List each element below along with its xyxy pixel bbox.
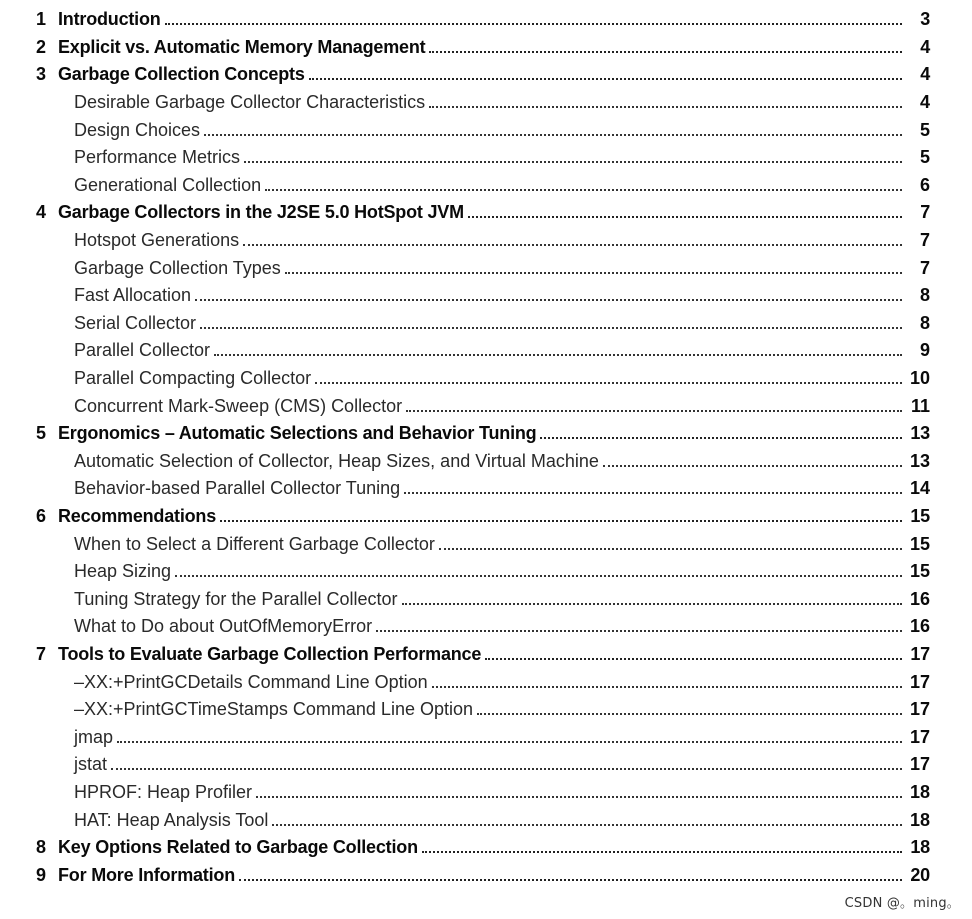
toc-entry-number: 1 [36, 9, 46, 30]
dot-leader [111, 767, 902, 770]
toc-entry-title: Serial Collector [74, 312, 197, 333]
toc-section-entry[interactable] [0, 448, 972, 476]
dot-leader [272, 823, 902, 826]
toc-entry-page-number: 17 [909, 726, 930, 747]
toc-chapter-entry[interactable] [0, 6, 972, 34]
toc-section-entry[interactable] [0, 310, 972, 338]
dot-leader [204, 133, 902, 136]
toc-entry-title: HPROF: Heap Profiler [74, 781, 253, 802]
toc-section-entry[interactable] [0, 365, 972, 393]
dot-leader [477, 712, 902, 715]
toc-entry-page-number: 6 [919, 174, 930, 195]
toc-entry-title: Garbage Collectors in the J2SE 5.0 HotSpot JVM [58, 202, 464, 223]
toc-section-entry[interactable] [0, 751, 972, 779]
dot-leader [432, 685, 902, 688]
toc-section-entry[interactable] [0, 723, 972, 751]
toc-entry-page-number: 17 [909, 754, 930, 775]
dot-leader [404, 491, 902, 494]
toc-section-entry[interactable] [0, 172, 972, 200]
toc-entry-page-number: 17 [909, 699, 930, 720]
toc-chapter-entry[interactable] [0, 61, 972, 89]
toc-section-entry[interactable] [0, 779, 972, 807]
toc-section-entry[interactable] [0, 392, 972, 420]
dot-leader [406, 409, 902, 412]
toc-entry-title: When to Select a Different Garbage Collector [74, 533, 435, 554]
toc-entry-number: 3 [36, 64, 46, 85]
toc-section-entry[interactable] [0, 806, 972, 834]
toc-entry-page-number: 4 [920, 64, 930, 85]
toc-entry-title: Design Choices [74, 119, 201, 140]
toc-entry-title: jmap [74, 726, 114, 747]
toc-chapter-entry[interactable] [0, 641, 972, 669]
toc-entry-title: Performance Metrics [74, 147, 241, 168]
dot-leader [220, 519, 902, 522]
toc-section-entry[interactable] [0, 530, 972, 558]
toc-section-entry[interactable] [0, 254, 972, 282]
toc-entry-number: 2 [36, 36, 46, 57]
dot-leader [285, 271, 902, 274]
dot-leader [244, 160, 902, 163]
dot-leader [603, 464, 902, 467]
toc-entry-title: Generational Collection [74, 174, 262, 195]
dot-leader [402, 602, 902, 605]
toc-entry-page-number: 9 [919, 340, 930, 361]
toc-entry-page-number: 18 [909, 781, 930, 802]
dot-leader [429, 105, 902, 108]
dot-leader [243, 243, 902, 246]
toc-entry-title: Heap Sizing [74, 561, 172, 582]
toc-entry-title: What to Do about OutOfMemoryError [74, 616, 373, 637]
dot-leader [165, 22, 902, 25]
toc-entry-page-number: 18 [909, 809, 930, 830]
toc-entry-title: Automatic Selection of Collector, Heap Sizes, and Virtual Machine [74, 450, 599, 471]
toc-section-entry[interactable] [0, 475, 972, 503]
dot-leader [195, 298, 902, 301]
toc-entry-page-number: 4 [920, 36, 930, 57]
toc-entry-title: Tools to Evaluate Garbage Collection Performance [58, 643, 482, 664]
toc-entry-page-number: 15 [910, 505, 930, 526]
dot-leader [214, 353, 902, 356]
toc-entry-number: 5 [36, 423, 46, 444]
toc-entry-title: Recommendations [58, 505, 217, 526]
toc-entry-title: Hotspot Generations [74, 230, 240, 251]
dot-leader [315, 381, 902, 384]
toc-entry-page-number: 5 [919, 147, 930, 168]
toc-entry-title: Parallel Compacting Collector [74, 368, 312, 389]
toc-entry-number: 8 [36, 837, 46, 858]
toc-entry-page-number: 20 [910, 864, 930, 885]
toc-entry-title: –XX:+PrintGCTimeStamps Command Line Option [74, 699, 473, 720]
toc-entry-page-number: 8 [919, 285, 930, 306]
toc-section-entry[interactable] [0, 144, 972, 172]
watermark: CSDN @。ming。 [844, 896, 960, 911]
toc-entry-page-number: 15 [909, 561, 930, 582]
toc-entry-title: Fast Allocation [74, 285, 192, 306]
toc-entry-title: Tuning Strategy for the Parallel Collector [74, 588, 398, 609]
toc-chapter-entry[interactable] [0, 199, 972, 227]
toc-entry-title: For More Information [58, 864, 235, 885]
toc-entry-title: Explicit vs. Automatic Memory Management [58, 36, 426, 57]
toc-entry-title: Key Options Related to Garbage Collection [58, 837, 418, 858]
toc-chapter-entry[interactable] [0, 834, 972, 862]
toc-entry-number: 6 [36, 505, 46, 526]
toc-entry-page-number: 15 [909, 533, 930, 554]
dot-leader [485, 657, 902, 660]
dot-leader [439, 547, 902, 550]
toc-chapter-entry[interactable] [0, 34, 972, 62]
toc-entry-number: 9 [36, 864, 46, 885]
toc-section-entry[interactable] [0, 696, 972, 724]
dot-leader [239, 878, 902, 881]
dot-leader [256, 795, 902, 798]
toc-chapter-entry[interactable] [0, 861, 972, 889]
toc-entry-title: Introduction [58, 9, 161, 30]
toc-entry-number: 4 [36, 202, 46, 223]
toc-entry-page-number: 8 [919, 312, 930, 333]
dot-leader [540, 436, 902, 439]
toc-entry-page-number: 14 [909, 478, 930, 499]
toc-entry-page-number: 16 [909, 588, 930, 609]
dot-leader [265, 188, 902, 191]
toc-entry-title: Garbage Collection Concepts [58, 64, 305, 85]
toc-entry-title: HAT: Heap Analysis Tool [74, 809, 269, 830]
toc-entry-title: –XX:+PrintGCDetails Command Line Option [74, 671, 428, 692]
toc-section-entry[interactable] [0, 337, 972, 365]
toc-section-entry[interactable] [0, 227, 972, 255]
toc-section-entry[interactable] [0, 282, 972, 310]
toc-section-entry[interactable] [0, 89, 972, 117]
toc-entry-page-number: 17 [909, 671, 930, 692]
toc-entry-title: Concurrent Mark-Sweep (CMS) Collector [74, 395, 403, 416]
toc-entry-page-number: 13 [910, 423, 930, 444]
toc-section-entry[interactable] [0, 585, 972, 613]
toc-entry-title: Ergonomics – Automatic Selections and Behavior Tuning [58, 423, 537, 444]
dot-leader [175, 574, 902, 577]
table-of-contents [0, 6, 972, 889]
dot-leader [422, 850, 902, 853]
toc-entry-title: jstat [74, 754, 108, 775]
toc-entry-title: Garbage Collection Types [74, 257, 281, 278]
toc-entry-page-number: 3 [920, 9, 930, 30]
toc-entry-page-number: 4 [919, 92, 930, 113]
toc-entry-page-number: 17 [910, 643, 930, 664]
toc-entry-page-number: 10 [909, 368, 930, 389]
toc-section-entry[interactable] [0, 116, 972, 144]
toc-section-entry[interactable] [0, 668, 972, 696]
toc-section-entry[interactable] [0, 613, 972, 641]
toc-entry-page-number: 7 [919, 257, 930, 278]
toc-entry-page-number: 11 [910, 395, 930, 416]
toc-section-entry[interactable] [0, 558, 972, 586]
toc-entry-number: 7 [36, 643, 46, 664]
toc-entry-page-number: 13 [909, 450, 930, 471]
toc-entry-page-number: 5 [919, 119, 930, 140]
dot-leader [309, 77, 902, 80]
toc-chapter-entry[interactable] [0, 420, 972, 448]
dot-leader [376, 629, 902, 632]
toc-chapter-entry[interactable] [0, 503, 972, 531]
toc-entry-page-number: 7 [919, 230, 930, 251]
toc-entry-title: Desirable Garbage Collector Characteristics [74, 92, 426, 113]
dot-leader [200, 326, 902, 329]
toc-entry-page-number: 7 [920, 202, 930, 223]
toc-entry-page-number: 16 [909, 616, 930, 637]
toc-entry-page-number: 18 [910, 837, 930, 858]
dot-leader [429, 50, 902, 53]
toc-entry-title: Behavior-based Parallel Collector Tuning [74, 478, 401, 499]
dot-leader [117, 740, 902, 743]
dot-leader [468, 215, 902, 218]
toc-entry-title: Parallel Collector [74, 340, 211, 361]
